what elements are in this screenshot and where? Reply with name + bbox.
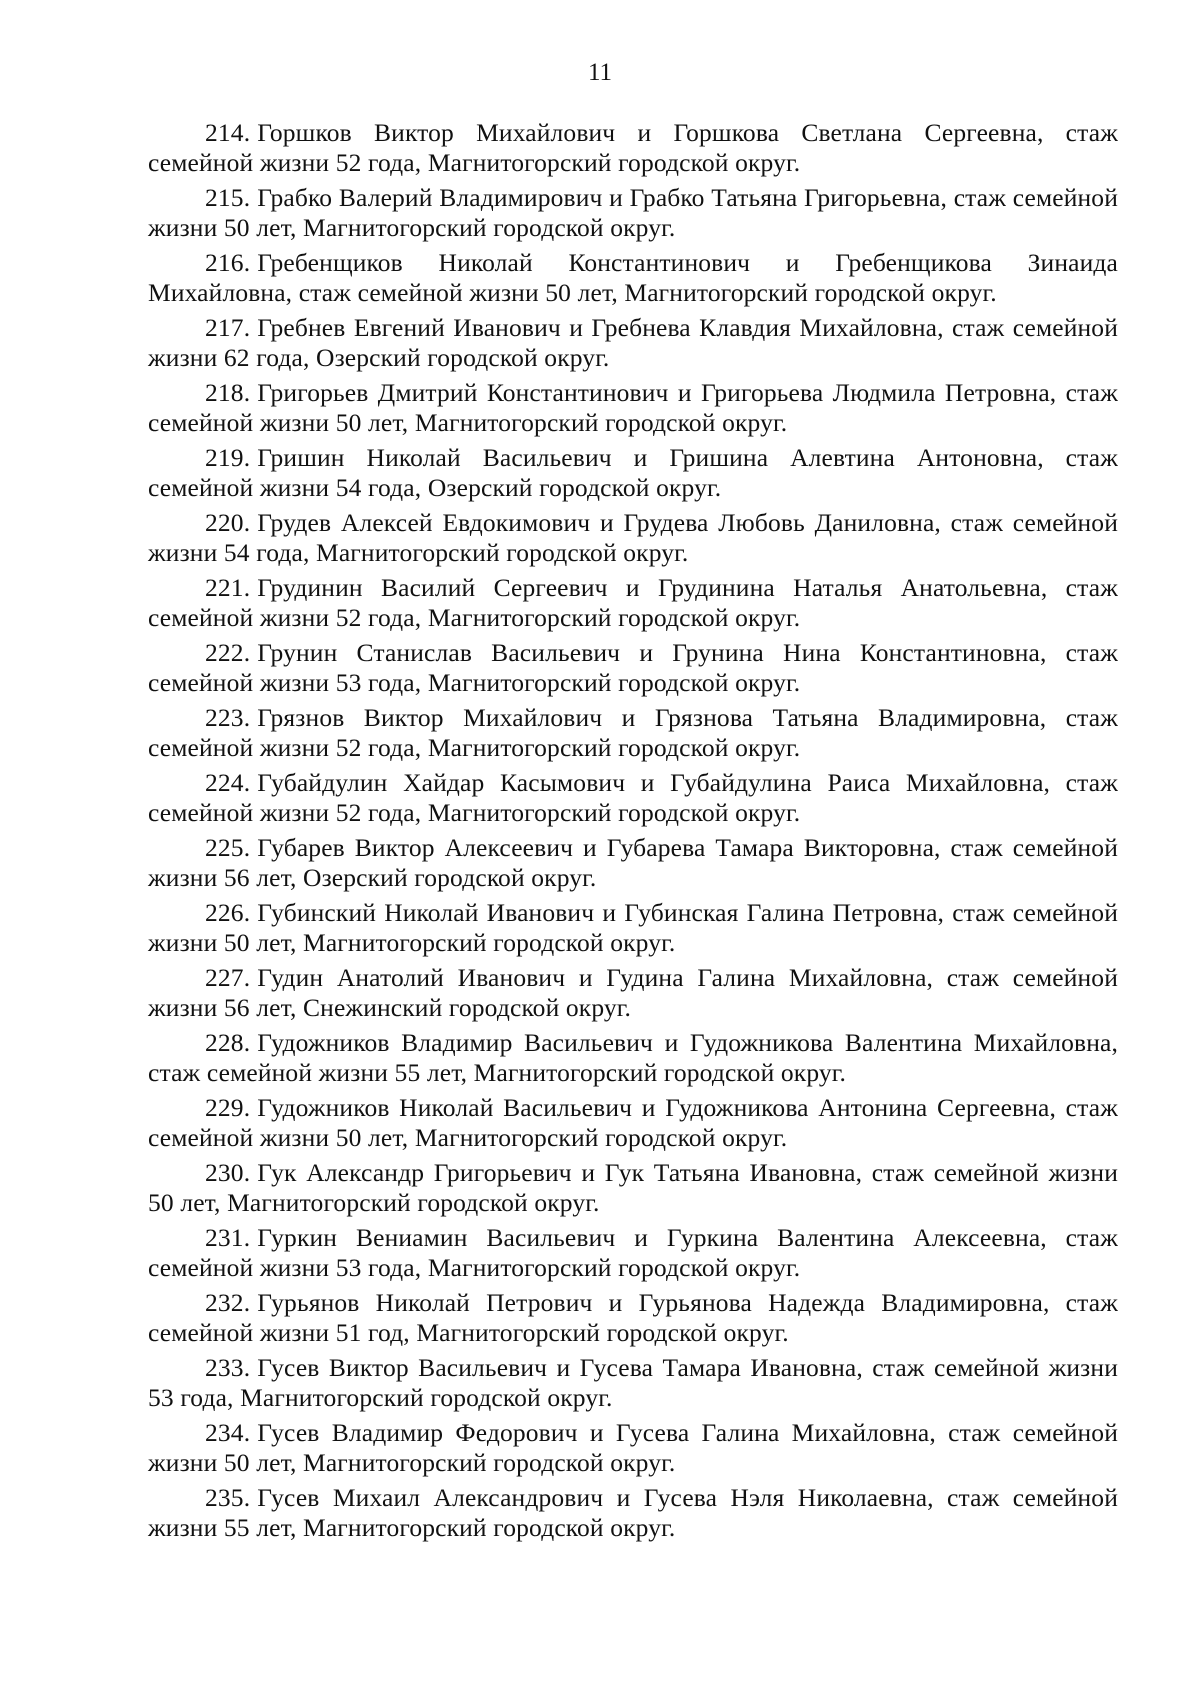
- list-item: [148, 313, 1118, 373]
- entry-number: 234.: [205, 1418, 251, 1447]
- list-item: [148, 1223, 1118, 1283]
- entry-text: Горшков Виктор Михайлович и Горшкова Светлана Сергеевна, стаж семейной жизни 52 года, Магнитогорский городской округ.: [148, 118, 1118, 177]
- entry-number: 225.: [205, 833, 251, 862]
- entry-number: 214.: [205, 118, 251, 147]
- list-item: [148, 898, 1118, 958]
- entry-number: 233.: [205, 1353, 251, 1382]
- entry-text: Грудинин Василий Сергеевич и Грудинина Наталья Анатольевна, стаж семейной жизни 52 года, Магнитогорский городской округ.: [148, 573, 1118, 632]
- list-item: [148, 768, 1118, 828]
- entry-text: Гребнев Евгений Иванович и Гребнева Клавдия Михайловна, стаж семейной жизни 62 года, Озерский городской округ.: [148, 313, 1118, 372]
- entry-number: 231.: [205, 1223, 251, 1252]
- entry-number: 222.: [205, 638, 251, 667]
- entry-text: Грязнов Виктор Михайлович и Грязнова Татьяна Владимировна, стаж семейной жизни 52 года, Магнитогорский городской округ.: [148, 703, 1118, 762]
- list-item: [148, 573, 1118, 633]
- entry-text: Гудожников Николай Васильевич и Гудожникова Антонина Сергеевна, стаж семейной жизни 50 лет, Магнитогорский городской округ.: [148, 1093, 1118, 1152]
- list-item: [148, 1028, 1118, 1088]
- entry-text: Григорьев Дмитрий Константинович и Григорьева Людмила Петровна, стаж семейной жизни 50 лет, Магнитогорский городской округ.: [148, 378, 1118, 437]
- list-item: [148, 508, 1118, 568]
- list-item: [148, 1093, 1118, 1153]
- list-item: [148, 638, 1118, 698]
- entry-text: Гурьянов Николай Петрович и Гурьянова Надежда Владимировна, стаж семейной жизни 51 год, Магнитогорский городской округ.: [148, 1288, 1118, 1347]
- entry-text: Гудин Анатолий Иванович и Гудина Галина Михайловна, стаж семейной жизни 56 лет, Снежинский городской округ.: [148, 963, 1118, 1022]
- entry-number: 227.: [205, 963, 251, 992]
- entry-text: Гусев Михаил Александрович и Гусева Нэля Николаевна, стаж семейной жизни 55 лет, Магнитогорский городской округ.: [148, 1483, 1118, 1542]
- entry-number: 229.: [205, 1093, 251, 1122]
- entry-text: Гуркин Вениамин Васильевич и Гуркина Валентина Алексеевна, стаж семейной жизни 53 года, Магнитогорский городской округ.: [148, 1223, 1118, 1282]
- entry-text: Гусев Виктор Васильевич и Гусева Тамара Ивановна, стаж семейной жизни 53 года, Магнитогорский городской округ.: [148, 1353, 1118, 1412]
- entry-text: Грабко Валерий Владимирович и Грабко Татьяна Григорьевна, стаж семейной жизни 50 лет, Магнитогорский городской округ.: [148, 183, 1118, 242]
- entry-text: Гребенщиков Николай Константинович и Гребенщикова Зинаида Михайловна, стаж семейной жизни 50 лет, Магнитогорский городской округ.: [148, 248, 1118, 307]
- entry-number: 230.: [205, 1158, 251, 1187]
- list-item: [148, 1418, 1118, 1478]
- entry-number: 235.: [205, 1483, 251, 1512]
- entry-number: 216.: [205, 248, 251, 277]
- page-number: 11: [587, 59, 613, 86]
- entry-list: [148, 118, 1118, 1548]
- list-item: [148, 703, 1118, 763]
- list-item: [148, 183, 1118, 243]
- list-item: [148, 443, 1118, 503]
- entry-text: Гришин Николай Васильевич и Гришина Алевтина Антоновна, стаж семейной жизни 54 года, Озерский городской округ.: [148, 443, 1118, 502]
- entry-text: Гусев Владимир Федорович и Гусева Галина Михайловна, стаж семейной жизни 50 лет, Магнитогорский городской округ.: [148, 1418, 1118, 1477]
- list-item: [148, 1158, 1118, 1218]
- list-item: [148, 1288, 1118, 1348]
- entry-number: 217.: [205, 313, 251, 342]
- entry-number: 228.: [205, 1028, 251, 1057]
- entry-text: Гук Александр Григорьевич и Гук Татьяна Ивановна, стаж семейной жизни 50 лет, Магнитогорский городской округ.: [148, 1158, 1118, 1217]
- entry-number: 220.: [205, 508, 251, 537]
- entry-number: 223.: [205, 703, 251, 732]
- entry-text: Губинский Николай Иванович и Губинская Галина Петровна, стаж семейной жизни 50 лет, Магнитогорский городской округ.: [148, 898, 1118, 957]
- entry-number: 218.: [205, 378, 251, 407]
- entry-text: Грудев Алексей Евдокимович и Грудева Любовь Даниловна, стаж семейной жизни 54 года, Магнитогорский городской округ.: [148, 508, 1118, 567]
- list-item: [148, 963, 1118, 1023]
- entry-number: 232.: [205, 1288, 251, 1317]
- entry-text: Губарев Виктор Алексеевич и Губарева Тамара Викторовна, стаж семейной жизни 56 лет, Озерский городской округ.: [148, 833, 1118, 892]
- list-item: [148, 248, 1118, 308]
- list-item: [148, 1483, 1118, 1543]
- list-item: [148, 1353, 1118, 1413]
- entry-number: 219.: [205, 443, 251, 472]
- list-item: [148, 833, 1118, 893]
- entry-number: 224.: [205, 768, 251, 797]
- list-item: [148, 118, 1118, 178]
- entry-number: 226.: [205, 898, 251, 927]
- entry-text: Грунин Станислав Васильевич и Грунина Нина Константиновна, стаж семейной жизни 53 года, Магнитогорский городской округ.: [148, 638, 1118, 697]
- entry-number: 221.: [205, 573, 251, 602]
- entry-text: Гудожников Владимир Васильевич и Гудожникова Валентина Михайловна, стаж семейной жизни 55 лет, Магнитогорский городской округ.: [148, 1028, 1118, 1087]
- list-item: [148, 378, 1118, 438]
- entry-text: Губайдулин Хайдар Касымович и Губайдулина Раиса Михайловна, стаж семейной жизни 52 года, Магнитогорский городской округ.: [148, 768, 1118, 827]
- entry-number: 215.: [205, 183, 251, 212]
